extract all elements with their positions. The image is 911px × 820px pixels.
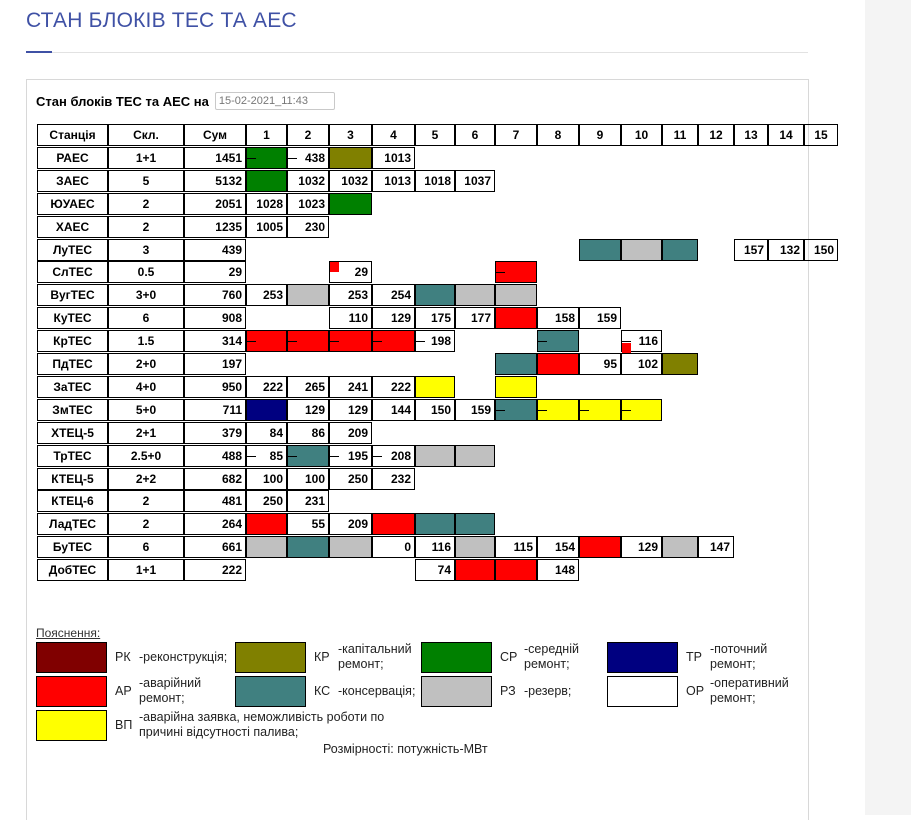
legend-desc: -консервація;: [338, 684, 416, 698]
legend-code: КС: [314, 684, 331, 698]
unit-cell[interactable]: [579, 536, 621, 558]
unit-cell[interactable]: 195: [329, 445, 372, 467]
page-title: СТАН БЛОКІВ ТЕС ТА АЕС: [26, 9, 297, 32]
legend-item-sr: [421, 642, 579, 673]
unit-cell[interactable]: 1032: [287, 170, 329, 192]
column-header: 3: [329, 124, 372, 146]
legend-item-or: [607, 676, 789, 707]
station-sum: 264: [184, 513, 246, 535]
legend-item-tr: [607, 642, 767, 673]
unit-cell[interactable]: [495, 284, 537, 306]
unit-cell[interactable]: 102: [621, 353, 662, 375]
column-header: 14: [768, 124, 804, 146]
legend-desc: -аварійна заявка, неможливість роботи по причині відсутності палива;: [139, 710, 385, 739]
station-name: ХАЕС: [37, 216, 108, 238]
unit-cell[interactable]: 86: [287, 422, 329, 444]
date-input[interactable]: [215, 92, 335, 110]
unit-tick-marker: [372, 341, 382, 351]
station-sum: 950: [184, 376, 246, 398]
unit-cell[interactable]: [495, 559, 537, 581]
unit-cell[interactable]: [621, 399, 662, 421]
unit-tick-marker: [495, 272, 505, 282]
legend-code: РЗ: [500, 684, 516, 698]
legend-desc: -аварійний ремонт;: [139, 676, 202, 705]
unit-cell[interactable]: [455, 284, 495, 306]
title-accent-bar: [26, 51, 52, 53]
station-config: 1+1: [108, 147, 184, 169]
unit-tick-marker: [579, 410, 589, 420]
unit-cell[interactable]: [329, 193, 372, 215]
station-config: 0.5: [108, 261, 184, 283]
unit-cell[interactable]: [662, 353, 698, 375]
legend-desc: -резерв;: [524, 684, 572, 698]
station-config: 3+0: [108, 284, 184, 306]
station-config: 5: [108, 170, 184, 192]
station-name: ХТЕЦ-5: [37, 422, 108, 444]
legend-swatch: [36, 642, 107, 673]
panel-header-label: Стан блоків ТЕС та АЕС на: [36, 93, 209, 109]
legend-item-vp: [36, 710, 384, 741]
unit-cell[interactable]: 159: [579, 307, 621, 329]
legend-swatch: [235, 642, 306, 673]
station-name: ДобТЕС: [37, 559, 108, 581]
unit-cell[interactable]: [246, 536, 287, 558]
station-sum: 439: [184, 239, 246, 261]
legend-swatch: [607, 642, 678, 673]
legend-swatch: [607, 676, 678, 707]
station-config: 4+0: [108, 376, 184, 398]
legend-desc: -поточний ремонт;: [710, 642, 768, 671]
unit-cell[interactable]: 222: [246, 376, 287, 398]
unit-cell[interactable]: 209: [329, 422, 372, 444]
legend-item-rk: [36, 642, 227, 673]
station-config: 2: [108, 513, 184, 535]
unit-cell[interactable]: [246, 147, 287, 169]
unit-cell[interactable]: [537, 330, 579, 352]
unit-tick-marker: [329, 456, 339, 466]
station-name: ЗмТЕС: [37, 399, 108, 421]
station-config: 2+0: [108, 353, 184, 375]
station-name: ЮУАЕС: [37, 193, 108, 215]
unit-cell[interactable]: 230: [287, 216, 329, 238]
panel-header: [36, 92, 335, 110]
unit-cell[interactable]: 1028: [246, 193, 287, 215]
station-name: БуТЕС: [37, 536, 108, 558]
legend-swatch: [235, 676, 306, 707]
unit-cell[interactable]: [246, 170, 287, 192]
legend-title: Пояснення:: [36, 626, 101, 640]
station-sum: 314: [184, 330, 246, 352]
unit-cell[interactable]: 129: [372, 307, 415, 329]
legend-item-ar: [36, 676, 201, 707]
unit-cell[interactable]: 150: [415, 399, 455, 421]
station-sum: 711: [184, 399, 246, 421]
unit-tick-marker: [621, 410, 631, 420]
unit-cell[interactable]: [495, 353, 537, 375]
unit-cell[interactable]: [415, 445, 455, 467]
unit-cell[interactable]: [537, 353, 579, 375]
column-header: 9: [579, 124, 621, 146]
unit-cell[interactable]: 29: [329, 261, 372, 283]
unit-cell[interactable]: [662, 239, 698, 261]
unit-cell[interactable]: [329, 330, 372, 352]
column-header: Сум: [184, 124, 246, 146]
unit-cell[interactable]: [455, 536, 495, 558]
unit-cell[interactable]: [329, 536, 372, 558]
unit-cell[interactable]: 144: [372, 399, 415, 421]
unit-cell[interactable]: 0: [372, 536, 415, 558]
unit-cell[interactable]: 175: [415, 307, 455, 329]
unit-cell[interactable]: 209: [329, 513, 372, 535]
column-header: 8: [537, 124, 579, 146]
unit-tick-marker: [287, 158, 297, 168]
unit-cell[interactable]: 250: [329, 468, 372, 490]
unit-cell[interactable]: 100: [287, 468, 329, 490]
column-header: 15: [804, 124, 838, 146]
unit-tick-marker: [372, 456, 382, 466]
unit-tick-marker: [246, 158, 256, 168]
unit-cell[interactable]: 110: [329, 307, 372, 329]
unit-cell[interactable]: [287, 445, 329, 467]
unit-cell[interactable]: 100: [246, 468, 287, 490]
station-config: 2+2: [108, 468, 184, 490]
unit-cell[interactable]: 116: [621, 330, 662, 352]
station-sum: 222: [184, 559, 246, 581]
station-config: 2.5+0: [108, 445, 184, 467]
station-sum: 2051: [184, 193, 246, 215]
station-config: 2: [108, 216, 184, 238]
unit-cell[interactable]: [287, 330, 329, 352]
column-header: 11: [662, 124, 698, 146]
column-header: 7: [495, 124, 537, 146]
unit-tick-marker: [246, 341, 256, 351]
unit-cell[interactable]: 265: [287, 376, 329, 398]
status-panel: [26, 79, 834, 820]
station-sum: 1451: [184, 147, 246, 169]
legend-code: ВП: [115, 718, 133, 732]
station-name: СлТЕС: [37, 261, 108, 283]
legend-swatch: [421, 642, 492, 673]
unit-cell[interactable]: 208: [372, 445, 415, 467]
unit-state-marker: [330, 262, 339, 272]
unit-cell[interactable]: 147: [698, 536, 734, 558]
station-config: 6: [108, 307, 184, 329]
legend-desc: -реконструкція;: [139, 650, 228, 664]
legend-item-ks: [235, 676, 415, 707]
unit-cell[interactable]: [415, 513, 455, 535]
unit-cell[interactable]: 253: [329, 284, 372, 306]
unit-cell[interactable]: 129: [287, 399, 329, 421]
station-config: 5+0: [108, 399, 184, 421]
unit-cell[interactable]: 74: [415, 559, 455, 581]
station-config: 3: [108, 239, 184, 261]
legend-code: РК: [115, 650, 131, 664]
legend-code: АР: [115, 684, 132, 698]
legend-swatch: [36, 710, 107, 741]
unit-cell[interactable]: 1005: [246, 216, 287, 238]
unit-tick-marker: [495, 410, 505, 420]
column-header: 4: [372, 124, 415, 146]
legend-item-kr: [235, 642, 412, 673]
unit-cell[interactable]: [329, 147, 372, 169]
station-sum: 197: [184, 353, 246, 375]
column-header: Станція: [37, 124, 108, 146]
station-name: ТрТЕС: [37, 445, 108, 467]
unit-cell[interactable]: 1037: [455, 170, 495, 192]
unit-cell[interactable]: 115: [495, 536, 537, 558]
unit-cell[interactable]: [495, 307, 537, 329]
unit-cell[interactable]: 159: [455, 399, 495, 421]
column-header: 12: [698, 124, 734, 146]
station-config: 6: [108, 536, 184, 558]
unit-cell[interactable]: [579, 399, 621, 421]
unit-cell[interactable]: [495, 399, 537, 421]
column-header: 1: [246, 124, 287, 146]
legend-code: ТР: [686, 650, 702, 664]
unit-cell[interactable]: 84: [246, 422, 287, 444]
station-sum: 682: [184, 468, 246, 490]
unit-cell[interactable]: 1032: [329, 170, 372, 192]
station-sum: 908: [184, 307, 246, 329]
unit-cell[interactable]: 55: [287, 513, 329, 535]
column-header: 6: [455, 124, 495, 146]
unit-cell[interactable]: 85: [246, 445, 287, 467]
unit-cell[interactable]: [415, 376, 455, 398]
unit-cell[interactable]: [579, 239, 621, 261]
unit-cell[interactable]: 222: [372, 376, 415, 398]
station-name: КрТЕС: [37, 330, 108, 352]
station-name: РАЕС: [37, 147, 108, 169]
unit-cell[interactable]: [287, 536, 329, 558]
unit-cell[interactable]: 95: [579, 353, 621, 375]
unit-cell[interactable]: 154: [537, 536, 579, 558]
unit-cell[interactable]: [372, 330, 415, 352]
legend-code: ОР: [686, 684, 705, 698]
station-name: ПдТЕС: [37, 353, 108, 375]
unit-cell[interactable]: 198: [415, 330, 455, 352]
unit-cell[interactable]: [662, 536, 698, 558]
unit-cell[interactable]: 177: [455, 307, 495, 329]
unit-cell[interactable]: 1018: [415, 170, 455, 192]
unit-cell[interactable]: 148: [537, 559, 579, 581]
unit-cell[interactable]: [246, 513, 287, 535]
station-config: 2: [108, 193, 184, 215]
column-header: 2: [287, 124, 329, 146]
unit-cell[interactable]: 150: [804, 239, 838, 261]
unit-cell[interactable]: [246, 399, 287, 421]
unit-tick-marker: [287, 456, 297, 466]
legend-code: СР: [500, 650, 518, 664]
station-sum: 29: [184, 261, 246, 283]
title-divider: [52, 52, 808, 53]
unit-cell[interactable]: 158: [537, 307, 579, 329]
station-config: 1+1: [108, 559, 184, 581]
unit-cell[interactable]: 232: [372, 468, 415, 490]
unit-cell[interactable]: 129: [621, 536, 662, 558]
station-sum: 5132: [184, 170, 246, 192]
legend-desc: -капітальний ремонт;: [338, 642, 412, 671]
legend-desc: -оперативний ремонт;: [710, 676, 789, 705]
unit-cell[interactable]: [455, 559, 495, 581]
station-config: 2+1: [108, 422, 184, 444]
legend-code: КР: [314, 650, 330, 664]
unit-cell[interactable]: 132: [768, 239, 804, 261]
unit-cell[interactable]: 129: [329, 399, 372, 421]
unit-cell[interactable]: 1023: [287, 193, 329, 215]
unit-tick-marker: [537, 341, 547, 351]
page-side-strip: [865, 0, 911, 815]
unit-cell[interactable]: 254: [372, 284, 415, 306]
unit-cell[interactable]: [621, 239, 662, 261]
station-sum: 760: [184, 284, 246, 306]
station-name: ЛуТЕС: [37, 239, 108, 261]
unit-cell[interactable]: 1013: [372, 147, 415, 169]
unit-cell[interactable]: [415, 284, 455, 306]
station-name: ЛадТЕС: [37, 513, 108, 535]
unit-tick-marker: [621, 341, 631, 351]
station-name: КТЕЦ-6: [37, 490, 108, 512]
unit-cell[interactable]: [372, 513, 415, 535]
column-header: 5: [415, 124, 455, 146]
station-name: КуТЕС: [37, 307, 108, 329]
station-name: ЗАЕС: [37, 170, 108, 192]
station-config: 1.5: [108, 330, 184, 352]
unit-tick-marker: [537, 410, 547, 420]
legend-swatch: [36, 676, 107, 707]
station-name: КТЕЦ-5: [37, 468, 108, 490]
station-sum: 481: [184, 490, 246, 512]
column-header: Скл.: [108, 124, 184, 146]
unit-cell[interactable]: 1013: [372, 170, 415, 192]
dimensions-note: Розмірності: потужність-МВт: [323, 742, 488, 756]
unit-cell[interactable]: 157: [734, 239, 768, 261]
station-config: 2: [108, 490, 184, 512]
unit-cell[interactable]: 116: [415, 536, 455, 558]
legend-swatch: [421, 676, 492, 707]
station-sum: 661: [184, 536, 246, 558]
unit-cell[interactable]: 253: [246, 284, 287, 306]
unit-cell[interactable]: [537, 399, 579, 421]
station-sum: 379: [184, 422, 246, 444]
unit-cell[interactable]: [246, 330, 287, 352]
station-sum: 1235: [184, 216, 246, 238]
unit-cell[interactable]: [455, 445, 495, 467]
unit-cell[interactable]: 241: [329, 376, 372, 398]
unit-tick-marker: [287, 341, 297, 351]
station-name: ЗаТЕС: [37, 376, 108, 398]
legend-item-rz: [421, 676, 571, 707]
unit-cell[interactable]: 250: [246, 490, 287, 512]
unit-tick-marker: [415, 341, 425, 351]
unit-cell[interactable]: [495, 376, 537, 398]
unit-cell[interactable]: [287, 284, 329, 306]
legend-desc: -середній ремонт;: [524, 642, 579, 671]
unit-cell[interactable]: [455, 513, 495, 535]
unit-cell[interactable]: 438: [287, 147, 329, 169]
column-header: 10: [621, 124, 662, 146]
unit-tick-marker: [329, 341, 339, 351]
unit-cell[interactable]: 231: [287, 490, 329, 512]
unit-tick-marker: [246, 456, 256, 466]
station-sum: 488: [184, 445, 246, 467]
unit-cell[interactable]: [495, 261, 537, 283]
station-name: ВугТЕС: [37, 284, 108, 306]
column-header: 13: [734, 124, 768, 146]
